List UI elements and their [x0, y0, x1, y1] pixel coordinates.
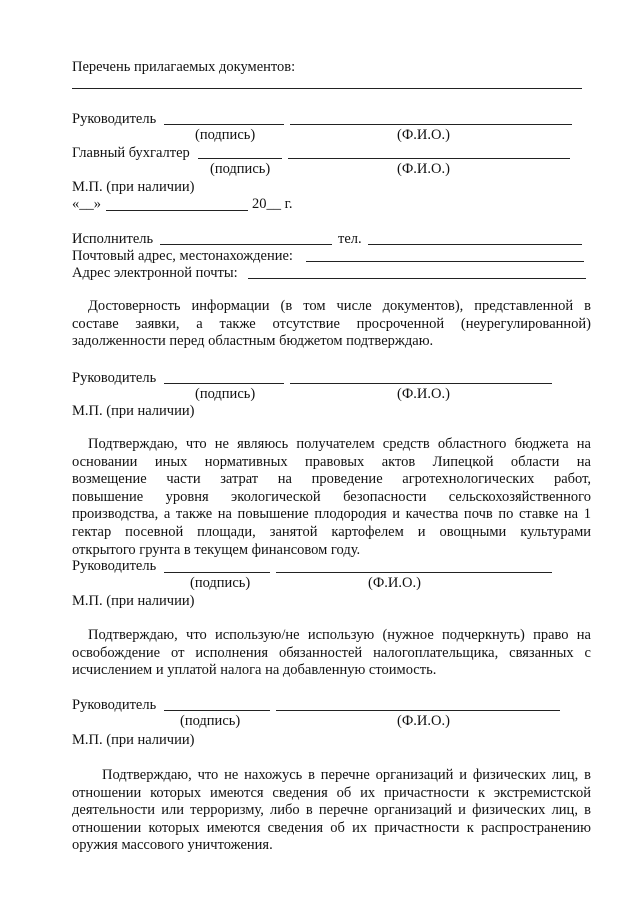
accountant-label: Главный бухгалтер [72, 145, 190, 161]
head-signature-line[interactable] [164, 572, 270, 573]
signature-caption: (подпись) [210, 161, 271, 177]
text-line: открытого грунта в текущем финансовом году. [72, 541, 361, 558]
executor-label: Исполнитель [72, 231, 154, 247]
attachments-label: Перечень прилагаемых документов: [72, 59, 296, 75]
phone-line[interactable] [368, 244, 582, 245]
head-fio-line[interactable] [290, 383, 552, 384]
text-line: гектар посевной площади, занятой картофелем и овощными культурами [72, 523, 591, 540]
signature-caption: (подпись) [195, 127, 256, 143]
text-line: Подтверждаю, что не нахожусь в перечне организаций и физических лиц, в [102, 767, 591, 783]
no-budget-funds-statement [72, 436, 591, 559]
fio-caption: (Ф.И.О.) [397, 161, 450, 177]
date-day: «__» [72, 196, 101, 212]
postal-label: Почтовый адрес, местонахождение: [72, 248, 293, 264]
text-line: отношении которых имеются сведения об их причастности к экстремистской [72, 784, 591, 801]
seal-label: М.П. (при наличии) [72, 732, 195, 748]
text-line: составе заявки, а также отсутствие просроченной (неурегулированной) [72, 315, 591, 332]
text-line: Достоверность информации (в том числе документов), представленной в [88, 298, 591, 314]
head-label: Руководитель [72, 111, 157, 127]
executor-line[interactable] [160, 244, 332, 245]
text-line: производства, а также на повышение плодородия и качества почв по ставке на 1 [72, 506, 591, 523]
text-line: Подтверждаю, что не являюсь получателем средств областного бюджета на [88, 436, 591, 452]
text-line: возмещение части затрат на проведение агротехнологических работ, [72, 471, 591, 488]
email-label: Адрес электронной почты: [72, 265, 238, 281]
text-line: повышение уровня экологической безопасности сельскохозяйственного [72, 488, 591, 505]
vat-exemption-statement [72, 627, 591, 680]
text-line: задолженности перед областным бюджетом подтверждаю. [72, 333, 434, 350]
email-line[interactable] [248, 278, 586, 279]
head-label: Руководитель [72, 558, 157, 574]
text-line: исчислением и уплатой налога на добавленную стоимость. [72, 662, 437, 679]
head-label: Руководитель [72, 370, 157, 386]
sanctions-list-statement [72, 767, 591, 855]
text-line: освобождение от исполнения обязанностей налогоплательщика, связанных с [72, 644, 591, 661]
fio-caption: (Ф.И.О.) [368, 575, 421, 591]
seal-label: М.П. (при наличии) [72, 179, 195, 195]
fio-caption: (Ф.И.О.) [397, 713, 450, 729]
head-signature-line[interactable] [164, 710, 270, 711]
attachments-line[interactable] [72, 88, 582, 89]
signature-caption: (подпись) [195, 386, 256, 402]
signature-caption: (подпись) [180, 713, 241, 729]
seal-label: М.П. (при наличии) [72, 593, 195, 609]
head-label: Руководитель [72, 697, 157, 713]
head-fio-line[interactable] [290, 124, 572, 125]
head-signature-line[interactable] [164, 124, 284, 125]
date-year: 20__ г. [252, 196, 293, 212]
fio-caption: (Ф.И.О.) [397, 386, 450, 402]
fio-caption: (Ф.И.О.) [397, 127, 450, 143]
text-line: деятельности или терроризму, либо в перечне организаций и физических лиц, в [72, 802, 591, 819]
text-line: отношении которых имеются сведения об их причастности к распространению [72, 819, 591, 836]
accountant-signature-line[interactable] [198, 158, 282, 159]
signature-caption: (подпись) [190, 575, 251, 591]
head-signature-line[interactable] [164, 383, 284, 384]
accountant-fio-line[interactable] [288, 158, 570, 159]
text-line: Подтверждаю, что использую/не использую (нужное подчеркнуть) право на [88, 627, 591, 643]
reliability-statement [72, 298, 591, 351]
seal-label: М.П. (при наличии) [72, 403, 195, 419]
text-line: основании иных нормативных правовых актов Липецкой области на [72, 453, 591, 470]
text-line: оружия массового уничтожения. [72, 837, 273, 854]
phone-label: тел. [338, 231, 362, 247]
head-fio-line[interactable] [276, 572, 552, 573]
postal-line[interactable] [306, 261, 584, 262]
head-fio-line[interactable] [276, 710, 560, 711]
date-month-line[interactable] [106, 210, 248, 211]
